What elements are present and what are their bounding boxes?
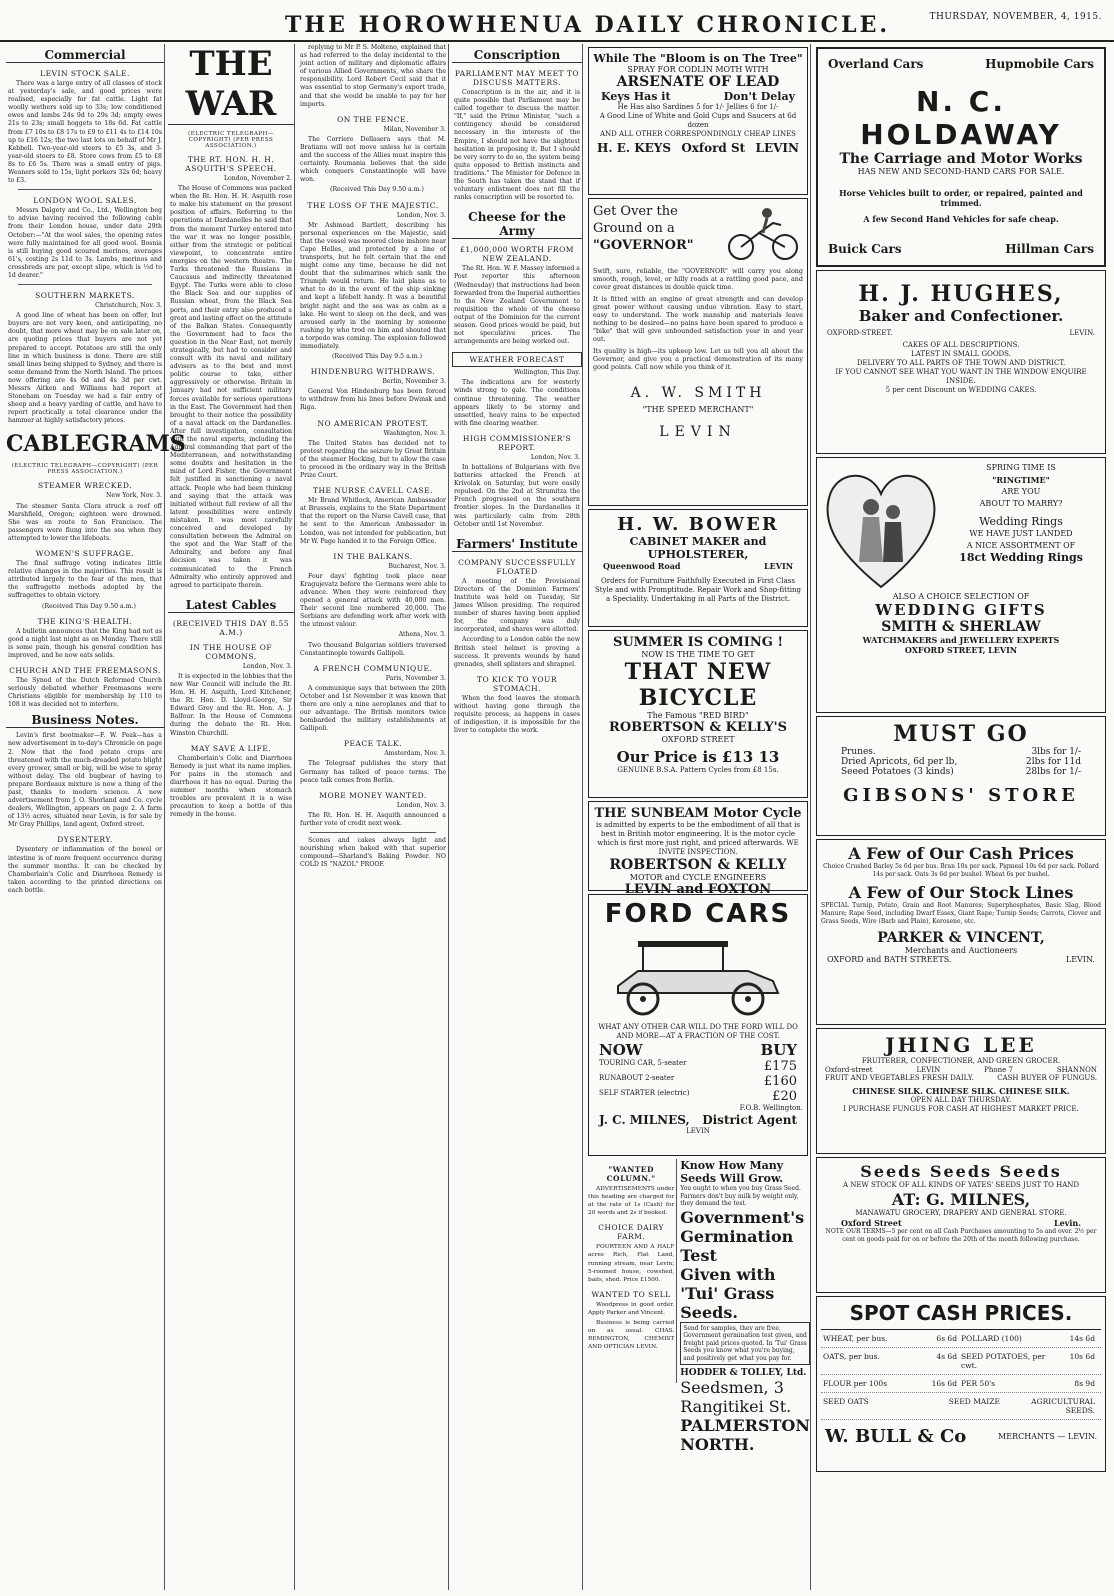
article-heading: HINDENBURG WITHDRAWS. (310, 367, 436, 377)
article-body: Washington, Nov. 3. The United States has decided not to protest regarding the seizure by Great Britain of the steamer Hocking, but to allow the case to proceed in the ordinary way in the British Prize Court. (300, 429, 446, 480)
section-heading: Business Notes. (6, 713, 164, 728)
article-body: Berlin, November 3. General Von Hindenburg has been forced to withdraw from his lines before Dwinsk and Riga. (300, 378, 446, 412)
article-heading: WEATHER FORECAST (452, 352, 582, 367)
column-commercial (6, 44, 186, 1590)
ad-ford-cars: FORD CARS WHAT ANY OTHER CAR WILL DO THE FORD WILL DO AND MORE—AT A FRACTION OF THE COST. NOW BUY TOURING CAR, 5-seater £175 RUNABOUT 2-seater £160 SELF STARTER (electric) £20 F.O.B. Wellington. J. C. MILNES, District Agent LEVIN (588, 894, 808, 1156)
article-body: London, Nov. 3. The Rt. Hon. H. H. Asquith announced a further vote of credit next week. (300, 801, 446, 827)
article-body: Messrs Dalgety and Co., Ltd., Wellington beg to advise having received the following cable from their London house, under date 29th October:—"At the wool sales, the opening rates were fully maintained for all good wool. Bosnia is still buying good scoured merinos, averages 61's, costing 2s 11d to 3s. Lambs, merinos and crossbreds are par, except slipe, which is ½d to 1d dearer." (8, 207, 162, 279)
article-body: A meeting of the Provisional Directors of the Dominion Farmers' Institute was held on Tuesday, Sir James Wilson presiding. The required number of shares having been applied for, the company was duly incorporated, and shares were allotted. According to a London cable the new British steel helmet is proving a success. It prevents wounds by hand grenades, shell splinters and shrapnel. (454, 577, 580, 668)
section-heading: Farmers' Institute (452, 537, 582, 552)
ad-governor-motorcycle: Get Over the Ground on a "GOVERNOR" Swift, sure, reliable, the "GOVERNOR" will carry you along smooth, rough, level, or hilly roads at a rattling good pace, and cover great distances in double quick time. It is fitted with an engine of great strength and can develop great power without causing undue vibration. Easy to start, easy to understand. The work manship and materials leave nothing to be desired—no pains have been spared to produce a "bike" that will give unbounded satisfaction year in and year out. Its quality is high—its upkeep low. Let us tell you all about the Governor, and give you a practical demonstration of its many good points. Call now while you think of it. A. W. SMITH "THE SPEED MERCHANT" LEVIN (588, 198, 808, 506)
article-heading: IN THE HOUSE OF COMMONS. (189, 642, 273, 661)
ad-keys-arsenate: While The "Bloom is on The Tree" SPRAY FOR CODLIN MOTH WITH ARSENATE OF LEAD Keys Has it Don't Delay He Has also Sardines 5 for 1/- Jellies 6 for 1/- A Good Line of White and Gold Cups and Saucers at 6d dozen AND ALL OTHER CORRESPONDINGLY CHEAP LINES H. E. KEYS Oxford St LEVIN (588, 47, 808, 195)
article-heading: COMPANY SUCCESSFULLY FLOATED (458, 557, 576, 576)
article-body: replying to Mr P. S. Molteno, explained that as had referred to the delay incidental to the joint action of military and diplomatic affairs of various Allied Governments, who share the responsibility. Lord Robert Cecil said that it was essential to stop Germany's export trade, and that she would be unable to pay for her imports. (300, 44, 446, 108)
price-cell: OATS, per bus. (823, 1352, 880, 1361)
article-heading: WOMEN'S SUFFRAGE. (35, 549, 135, 559)
article-heading: LONDON WOOL SALES. (33, 196, 137, 206)
received-note: (RECEIVED THIS DAY 8.55 A.M.) (172, 618, 290, 637)
price-row (821, 1330, 1101, 1348)
article-heading: THE LOSS OF THE MAJESTIC. (307, 200, 439, 210)
motorcycle-illustration (723, 203, 803, 263)
article-heading: A FRENCH COMMUNIQUE. (313, 663, 433, 673)
article-body: Chamberlain's Colic and Diarrhoea Remedy is just what its name implies. For pains in the stomach and diarrhoea it has no equal. During the summer months when stomach troubles are prevalent it is a wise precaution to keep a bottle of this remedy in the house. (170, 754, 292, 819)
column-the-war (168, 44, 295, 1590)
price-cell: POLLARD (100) (961, 1334, 1022, 1343)
article-body: When the food leaves the stomach without having gone through the requisite process, as happens in cases of indigestion, it is impossible for the liver to complete the work. (454, 694, 580, 735)
article-body: The Synod of the Dutch Reformed Church seriously debated whether Freemasons were Christians eligible for membership by 110 to 108 it was decided not to interfere. (8, 676, 162, 709)
cable-note: (ELECTRIC TELEGRAPH—COPYRIGHT) (PER PRESS ASSOCIATION.) (11, 463, 159, 476)
article-heading: DYSENTERY. (57, 835, 113, 845)
column-war-news (298, 44, 449, 1590)
article-body: Levin's first bootmaker—F. W. Peak—has a new advertisement in to-day's Chronicle on page 2. Now that the food potato crops are threatened with the much-dreaded potato blight every grower, small or big, will be wise to spray without delay. The old bugbear of having to prepare Bordeaux mixture is now a thing of the past, thanks to modern science. A new advertisement from J. O. Shorland and Co. cycle dealers, Wellington, appears on page 2. A farm of 13½ acres, situated near Levin, is for sale by Mr Gray Phillips, land agent, Oxford street. (8, 732, 162, 829)
price-row (821, 1348, 1101, 1375)
ad-milnes-seeds: Seeds Seeds Seeds A NEW STOCK OF ALL KINDS OF YATES' SEEDS JUST TO HAND AT: G. MILNES, MANAWATU GROCERY, DRAPERY AND GENERAL STORE. Oxford Street Levin. NOTE OUR TERMS—5 per cent on all Cash Purchases amounting to 5s and over. 2½ per cent on goods paid for on or before the 20th of the month following purchase. (816, 1157, 1106, 1293)
price-cell: 14s 6d (1069, 1334, 1095, 1343)
ad-bower-cabinet-maker: H. W. BOWER CABINET MAKER and UPHOLSTERER, Queenwood Road LEVIN Orders for Furniture Faithfully Executed in First Class Style and with Promptitude. Repair Work and Shop-fitting a Speciality. Undertaking in all Parts of the District. (588, 509, 808, 627)
article-body: A bulletin announces that the King had not as good a night last night as on Monday. There still is some pain, though his general condition has improved, and he now eats solids. (8, 627, 162, 659)
article-body: New York, Nov. 3. The steamer Santa Clara struck a reef off Marshfield, Oregon; eighteen were drowned. She was en route to San Francisco. The passengers were flung into the sea when they attempted to lower the lifeboats. (8, 492, 162, 542)
article-body: Scones and cakes always light and nourishing when baked with that superior compound—Sharland's Baking Powder. NO COLD IS "NAZOL" PROOF. (300, 837, 446, 869)
price-cell: AGRICULTURAL SEEDS. (1031, 1397, 1095, 1415)
article-body: Bucharest, Nov. 3. Four days' fighting took place near Kragujevatz before the Germans were able to advance. When they were reinforced they opened a general attack with 40,000 men. Their second line numbered 20,000. The Serbians are defending work after work with the utmost valour. Athens, Nov. 3. Two thousand Bulgarian soldiers traversed Constantinople towards Gallipoli. (300, 562, 446, 657)
article-body: The Rt. Hon. W. F. Massey informed a Post reporter this afternoon (Wednesday) that instructions had been forwarded from the Imperial authorities to the New Zealand Government to requisition the whole of the cheese output of the Dominion for the current season. Good prices would be paid, but not speculative prices. The arrangements are being worked out. (454, 265, 580, 346)
article-body: London, Nov. 3. In battalions of Bulgarians with five batteries attacked the French at Krivolak on Saturday, but were easily repulsed. On the 2nd at Strumitza the French progressed on the southern frontier slopes. In the Dardanelles it was particularly calm from 28th October until 1st November. (454, 453, 580, 528)
price-cell: 4s 6d (936, 1352, 957, 1361)
price-cell (905, 1397, 948, 1415)
section-heading: Commercial (6, 48, 164, 63)
article-body: Mr Brand Whitlock, American Ambassador at Brussels, explains to the State Department that the report on the Nurse Cavell case, that he sent to the American Ambassador in London, was not intended for publication, but Mr W. Page handed it to the Foreign Office. (300, 497, 446, 545)
article-body: London, November 2. The House of Commons was packed when the Rt. Hon. H. H. Asquith rose to make his statement on the present position of affairs. Referring to the operations at Dardanelles he said that from the moment Turkey entered into the war it was no longer possible, either from the strategic or political viewpoint, to concentrate entire energies on the western theatre. The Turks threatened the Russians in Caucasus and indirectly threatened Egypt. The Turks were able to close the Black Sea and our supplies of Russian wheat, from the Black Sea ports, and their entry also produced a great and lasting effect on the attitude of the Balkan States. Consequently the Government had to face the question in the Near East, not merely strategically, but had to consider and consult with its naval and military advisers as to the best and most politic course to take, either aggressively or otherwise. Britain in January had not sufficient military forces available for serious operations in the East. The Government had then brought to their notice the possibility of a naval attack on the Dardanelles. After full investigation, consultation with the naval experts, including the Admiral commanding that part of the Mediterranean, and notwithstanding some doubts and hesitation in the mind of Lord Fisher, the Government felt justified in sanctioning a naval attack. People who had been thinking and saying that the attack was initiated without full review of all the latent possibilities were entirely mistaken. It was most carefully conceived and developed by consultation between the Admiral on the spot and the War Staff of the Admiralty, and before any final decision was taken it was communicated to the French Admiralty who entirely approved and agreed to participate therein. (170, 175, 292, 589)
issue-date: THURSDAY, NOVEMBER, 4, 1915. (929, 12, 1102, 22)
article-heading: LEVIN STOCK SALE. (40, 69, 130, 78)
ad-smith-sherlaw-jewellers: SPRING TIME IS "RINGTIME" ARE YOU ABOUT TO MARRY? Wedding Rings WE HAVE JUST LANDED A NICE ASSORTMENT OF 18ct Wedding Rings ALSO A CHOICE SELECTION OF WEDDING GIFTS SMITH & SHERLAW WATCHMAKERS and JEWELLERY EXPERTS OXFORD STREET, LEVIN (816, 457, 1106, 713)
article-heading: MAY SAVE A LIFE. (190, 743, 272, 753)
article-heading: ON THE FENCE. (337, 114, 409, 124)
price-cell: 6s 6d (936, 1334, 957, 1343)
article-body: There was a large entry of all classes of stock at yesterday's sale, and good prices were realised, especially for fat cattle. Light fat woolly wethers sold up to 33s; low conditioned ewes and lambs 24s 9d to 29s 3d; empty ewes 21s to 23s; small hoggets to 18s 6d. Fat cattle from £7 10s to £8 17s to £9 to £11 4s to £14 10s up to £16 12s; the two last lots on behalf of Mr J. Kebbell. Two-year-old steers to £5 3s, and 3-year-old steers to £8. Store cows from £5 to £8 8s to £6 5s. There was a small entry of pigs. Weaners sold to 15s, light porkers 32s 6d; heavy to £3. (8, 80, 162, 185)
column-conscription (452, 44, 583, 1590)
cablegrams-heading: CABLEGRAMS (6, 431, 186, 458)
article-heading: NO AMERICAN PROTEST. (317, 418, 429, 428)
ad-tui-grass-seeds: Know How Many Seeds Will Grow. You ought to when you buy Grass Seed. Farmers don't buy milk by weight only, they demand the test. Government's Germination Test Given with 'Tui' Grass Seeds. Send for samples, they are free. Government germination test given, and freight paid prices quoted. In 'Tui' Grass Seeds you know what you're buying, and positively get what you pay for. HODDER & TOLLEY, Ltd. Seedsmen, 3 Rangitikei St. PALMERSTON NORTH. (680, 1159, 810, 1454)
column-advertisements-1 (586, 44, 811, 1590)
article-heading: THE NURSE CAVELL CASE. (312, 486, 434, 496)
newspaper-title: THE HOROWHENUA DAILY CHRONICLE. (285, 12, 891, 38)
price-cell: 10s 6d (1069, 1352, 1095, 1361)
article-body: The final suffrage voting indicates little relative changes in the majorities. This result is attributed largely to the fear of the men, that the suffragette methods adopted by the suffragettes to obtain victory. (Received This Day 9.50 a.m.) (8, 560, 162, 610)
article-heading: PEACE TALK. (343, 739, 402, 749)
price-cell: SEED OATS (823, 1397, 869, 1406)
article-body: Conscription is in the air, and it is quite possible that Parliament may be called together to discuss the matter. "If," said the Prime Minister, "such a contingency should be considered necessary in the interests of the Empire, I should not have the slightest hesitation in proposing it. But I should be very sorry to do so, the system being quite opposed to British instincts and traditions." The Minister for Defence in the South has taken the stand that if voluntary enlistment does not fill the ranks conscription will be resorted to. (454, 89, 580, 202)
article-heading: HIGH COMMISSIONER'S REPORT. (462, 433, 572, 452)
ad-bull-spot-cash: SPOT CASH PRICES. WHEAT, per bus. 6s 6d POLLARD (100) 14s 6d OATS, per bus. 4s 6d SEED POTATOES, per cwt. 10s 6d FLOUR per 100s 16s 6d PER 50's 8s 9d SEED OATS SEED MAIZE AGRICULTURAL SEEDS. W. BULL & Co MERCHANTS — LEVIN. (816, 1296, 1106, 1472)
price-table (821, 1330, 1101, 1420)
masthead (0, 0, 1114, 42)
ad-parker-vincent: A Few of Our Cash Prices Choice Crushed Barley 5s 6d per bus. Bran 10s per sack. Pigmeal 10s 6d per sack. Pollard 14s per sack. Oats 3s 6d per bushel. Wheat 6s per bushel. A Few of Our Stock Lines SPECIAL Turnip, Potato, Grain and Root Manures; Superphosphates, Basic Slag, Blood Manure; Rape Seed, including Dwarf Essex, Giant Rape; Turnip Seeds; Carrots, Clover and Grass Seeds, Wire (Barb and Plain), Kerosene, etc. PARKER & VINCENT, Merchants and Auctioneers OXFORD and BATH STREETS. LEVIN. (816, 839, 1106, 1025)
heart-wedding-illustration (821, 462, 941, 592)
wanted-column: "WANTED COLUMN." ADVERTISEMENTS under this heading are charged for at the rate of 1s (Cash) for 20 words and 2s if booked. CHOICE DAIRY FARM. FOURTEEN AND A HALF acres Rich, Flat Land, running stream, near Levin; 5-roomed house, cowshed, bails, shed. Price £1500. WANTED TO SELL Woodpress in good order. Apply Parker and Vincent. Business is being carried on as usual. CHAS. REMINGTON, CHEMIST AND OPTICIAN LEVIN. (586, 1159, 677, 1383)
section-heading: Cheese for the Army (452, 210, 582, 239)
price-cell: 8s 9d (1074, 1379, 1095, 1388)
article-heading: THE RT. HON. H. H. ASQUITH'S SPEECH. (185, 155, 277, 173)
price-row (821, 1375, 1101, 1393)
article-heading: THE KING'S HEALTH. (37, 616, 133, 626)
article-heading: CHURCH AND THE FREEMASONS. (9, 665, 161, 675)
article-heading: TO KICK TO YOUR STOMACH. (477, 674, 557, 693)
price-cell: WHEAT, per bus. (823, 1334, 888, 1343)
ad-jhing-lee: JHING LEE FRUITERER, CONFECTIONER, AND GREEN GROCER. Oxford-street LEVIN Phone 7 SHANNON FRUIT AND VEGETABLES FRESH DAILY. CASH BUYER OF FUNGUS. CHINESE SILK. CHINESE SILK. CHINESE SILK. OPEN ALL DAY THURSDAY. I PURCHASE FUNGUS FOR CASH AT HIGHEST MARKET PRICE. (816, 1028, 1106, 1154)
ad-bicycle-summer: SUMMER IS COMING ! NOW IS THE TIME TO GET THAT NEW BICYCLE The Famous "RED BIRD" ROBERTSON & KELLY'S OXFORD STREET Our Price is £13 13 GENUINE B.S.A. Pattern Cycles from £8 15s. (588, 630, 808, 798)
article-body: Paris, November 3. A communique says that between the 20th October and 1st November it was known that there are only a nine aeroplanes and that to our advantage. The British monitors twice bombarded the military establishments at Gallipoli. (300, 674, 446, 733)
article-heading: MORE MONEY WANTED. (319, 790, 427, 800)
article-heading: £1,000,000 WORTH FROM NEW ZEALAND. (460, 245, 574, 264)
price-cell: SEED POTATOES, per cwt. (961, 1352, 1046, 1370)
ford-car-illustration (598, 931, 798, 1021)
column-advertisements-2 (814, 44, 1108, 1590)
section-heading: Latest Cables (168, 598, 294, 613)
price-cell: FLOUR per 100s (823, 1379, 888, 1388)
article-body: Milan, November 3. The Corriere Dellasera says that M. Bratianu will not move unless he is certain and the success of the Allies must inspire this certainty. Roumania believes that the side which conquers Constantinople will have won. (Received This Day 9.50 a.m.) (300, 125, 446, 194)
ad-hughes-baker: H. J. HUGHES, Baker and Confectioner. OXFORD-STREET. LEVIN. CAKES OF ALL DESCRIPTIONS. LATEST IN SMALL GOODS. DELIVERY TO ALL PARTS OF THE TOWN AND DISTRICT. IF YOU CANNOT SEE WHAT YOU WANT IN THE WINDOW ENQUIRE INSIDE. 5 per cent Discount on WEDDING CAKES. (816, 270, 1106, 454)
price-cell: PER 50's (961, 1379, 996, 1388)
war-heading: THE WAR (168, 44, 294, 125)
article-heading: IN THE BALKANS. (333, 551, 413, 561)
article-body: Christchurch, Nov. 3. A good line of wheat has been on offer, but buyers are not very keen, and anticipating, no doubt, that more wheat may be on sale later on, are quoting prices that buyers are not yet prepared to accept. Potatoes are still the only line in which business is done. There are still small lines being shipped to Sydney, and there is some demand from the North Island. The prices now offering are 4s 6d and 4s 3d per cwt. Messrs Aitken and Williams had report at Stoneham on Tuesday we had a fair entry of sheep and a heavy yarding of cattle, and have to report practically a total clearance under the hammer at highly satisfactory prices. (8, 302, 162, 425)
price-row (821, 1393, 1101, 1420)
ad-gibsons-store: MUST GO Prunes. 3lbs for 1/- Dried Apricots, 6d per lb, 2lbs for 11d Seeed Potatoes (3 kinds) 28lbs for 1/- GIBSONS' STORE (816, 716, 1106, 836)
article-heading: STEAMER WRECKED. (38, 481, 132, 491)
cable-note: (ELECTRIC TELEGRAPH—COPYRIGHT) (PER PRESS ASSOCIATION.) (188, 131, 274, 149)
article-body: Wellington, This Day. The indications are for westerly winds strong to gale. The conditions continue threatening. The weather appears likely to be stormy and unsettled, heavy rains to be expected with fine clearing weather. (454, 369, 580, 427)
price-cell: SEED MAIZE (948, 1397, 1000, 1406)
article-heading: PARLIAMENT MAY MEET TO DISCUSS MATTERS. (454, 69, 580, 87)
article-body: Dysentery or inflammation of the bowel or intestine is of more frequent occurrence during the summer months. It can be checked by Chamberlain's Colic and Diarrhoea Remedy is taken according to the printed directions on each bottle. (8, 846, 162, 894)
article-body: London, Nov. 3. Mr Ashmead Bartlett, describing his personal experiences on the Majestic, said that the vessel was moored close inshore near Cape Helles, and protected by a line of transports, but he felt certain that the end might come any time, because he did not doubt that the submarines which sank the Triumph would return. He laid plans as to what to do in the event of the ship sinking and kept a lifebelt handy. It was a beautiful bright night and the sea was as calm as a lake. He went to sleep on the deck, and was aroused early in the morning by someone rushing by who trod on him and shouted that a torpedo was coming. The explosion followed immediately. (Received This Day 9.5 a.m.) (300, 211, 446, 361)
ad-sunbeam-motorcycle: THE SUNBEAM Motor Cycle is admitted by experts to be the embodiment of all that is best in British motor engineering. It is the motor cycle which is first more just right, and priced afterwards. WE INVITE INSPECTION. ROBERTSON & KELLY MOTOR and CYCLE ENGINEERS LEVIN and FOXTON (588, 801, 808, 891)
section-heading: Conscription (452, 48, 582, 63)
article-body: Amsterdam, Nov. 3. The Telegraaf publishes the story that Germany has talked of peace terms. The peace talk comes from Berlin. (300, 750, 446, 784)
ad-holdaway-motor-works: Overland Cars Hupmobile Cars N. C. HOLDAWAY The Carriage and Motor Works HAS NEW AND SECOND-HAND CARS FOR SALE. Horse Vehicles built to order, or repaired, painted and trimmed. A few Second Hand Vehicles for safe cheap. Buick Cars Hillman Cars (816, 47, 1106, 267)
article-heading: SOUTHERN MARKETS. (35, 291, 135, 301)
article-body: London, Nov. 3. It is expected in the lobbies that the new War Council will include the Rt. Hon. H. H. Asquith, Lord Kitchener, the Rt. Hon. D. Lloyd-George, Sir Edward Grey and the Rt. Hon. A. J. Balfour. In the House of Commons during the debate the Rt. Hon. Winston Churchill. (170, 662, 292, 737)
price-cell: 16s 6d (931, 1379, 957, 1388)
